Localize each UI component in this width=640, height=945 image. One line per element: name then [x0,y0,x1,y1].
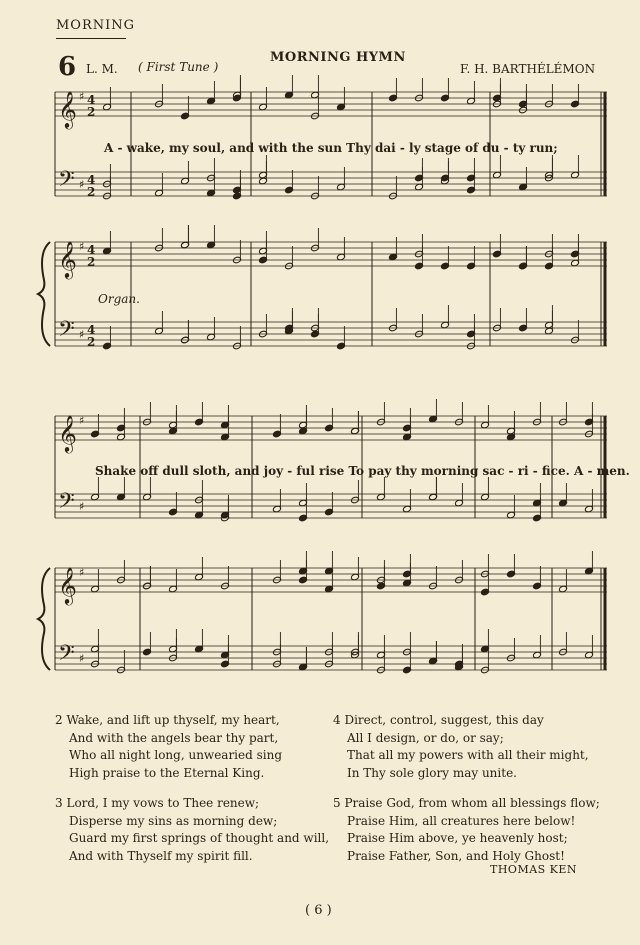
treble-clef-icon: 𝄞 [58,90,77,128]
section-header: MORNING [56,18,136,33]
hymn-author: THOMAS KEN [490,863,578,876]
lyrics-line-1: A - wake, my soul, and with the sun Thy dai - ly stage of du - ty run; [104,141,558,155]
time-signature: 4 [87,323,96,337]
verse-number: 2 [55,713,63,727]
verse-line: And with Thyself my spirit fill. [69,848,253,863]
verse-line: Praise God, from whom all blessings flow; [344,796,600,810]
bass-clef-icon: 𝄢 [58,641,75,671]
verse-line: High praise to the Eternal King. [69,765,265,780]
sharp-icon: ♯ [79,328,85,341]
verse-3 [55,795,329,865]
hymn-title: MORNING HYMN [270,50,406,65]
sharp-icon: ♯ [79,240,85,253]
verse-number: 3 [55,796,63,810]
verse-line: And with the angels bear thy part, [69,730,279,745]
verse-line: Praise Him above, ye heavenly host; [347,831,568,845]
verse-line: Praise Him, all creatures here below! [347,813,576,828]
sharp-icon: ♯ [79,178,85,191]
time-signature: 2 [87,335,96,349]
verse-line: Guard my first springs of thought and will, [69,831,330,845]
verse-number: 5 [333,796,341,810]
page-number: ( 6 ) [305,903,332,918]
sharp-icon: ♯ [79,90,85,103]
verse-line: Lord, I my vows to Thee renew; [66,796,260,810]
organ-brace [38,242,50,346]
organ-brace [38,568,50,670]
sharp-icon: ♯ [79,414,85,427]
bass-clef-icon: 𝄢 [58,489,75,519]
sharp-icon: ♯ [79,500,85,513]
verse-line: That all my powers with all their might, [347,748,589,762]
organ-label: Organ. [98,292,140,306]
hymn-meter: L. M. [86,62,118,76]
verse-line: Praise Father, Son, and Holy Ghost! [347,848,565,863]
verse-2 [55,712,282,782]
verse-line: Direct, control, suggest, this day [344,713,544,727]
treble-clef-icon: 𝄞 [58,566,77,604]
hymn-number: 6 [58,52,77,82]
bass-clef-icon: 𝄢 [58,317,75,347]
sharp-icon: ♯ [79,652,85,665]
time-signature: 4 [87,173,96,187]
verse-number: 4 [333,713,341,727]
composer-credit: F. H. BARTHÉLÉMON [460,62,596,76]
verse-line: Who all night long, unwearied sing [69,748,283,762]
bass-clef-icon: 𝄢 [58,167,75,197]
time-signature: 2 [87,185,96,199]
time-signature: 4 [87,243,96,257]
verse-4 [333,712,589,782]
verse-line: Disperse my sins as morning dew; [69,813,278,828]
verse-line: Wake, and lift up thyself, my heart, [66,713,280,727]
treble-clef-icon: 𝄞 [58,414,77,452]
verse-line: In Thy sole glory may unite. [347,765,517,780]
time-signature: 2 [87,105,96,119]
verse-line: All I design, or do, or say; [347,730,504,745]
sharp-icon: ♯ [79,566,85,579]
lyrics-line-2: Shake off dull sloth, and joy - ful rise To pay thy morning sac - ri - fice. A - men. [95,464,630,478]
time-signature: 4 [87,93,96,107]
time-signature: 2 [87,255,96,269]
verse-5 [333,795,600,865]
treble-clef-icon: 𝄞 [58,240,77,278]
tune-label: ( First Tune ) [138,60,219,74]
